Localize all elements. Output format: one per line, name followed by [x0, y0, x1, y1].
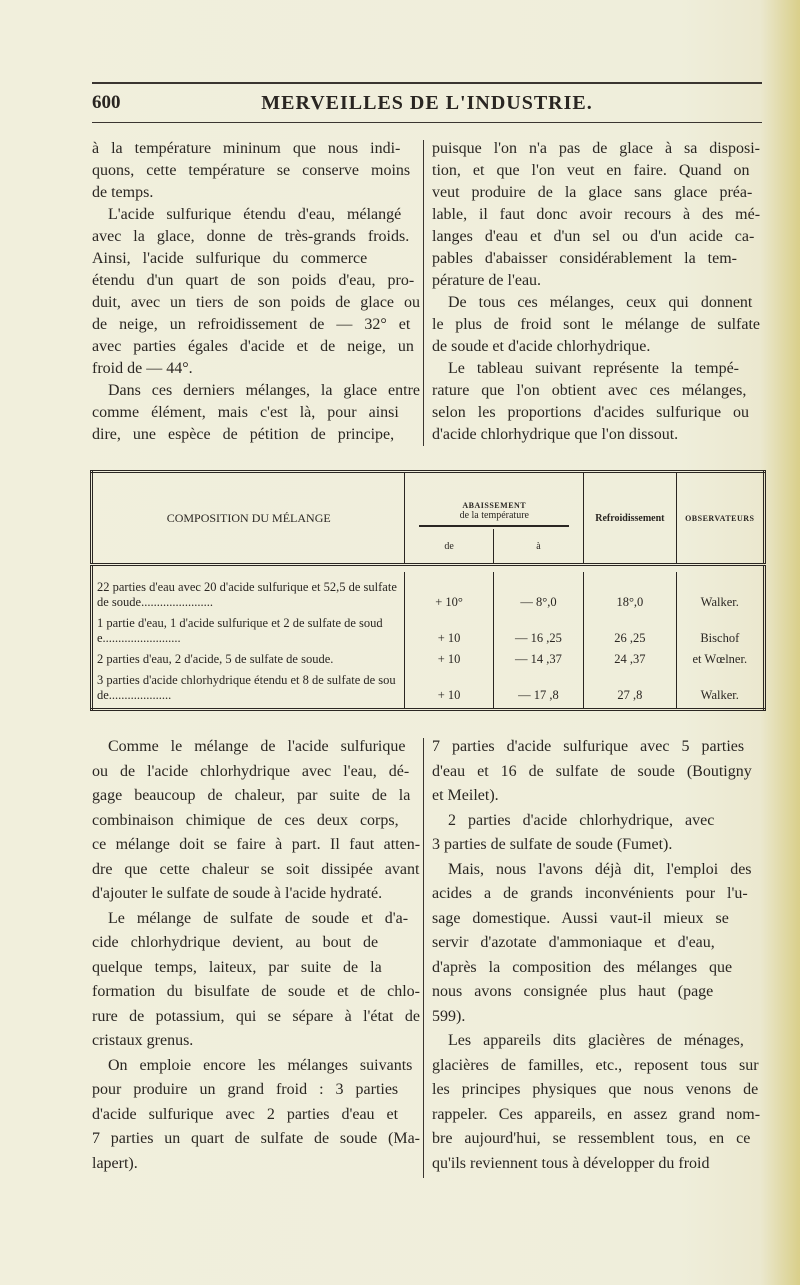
cell-composition: 2 parties d'eau, 2 d'acide, 5 de sulfate de soude.: [97, 652, 334, 666]
text-line-content: pérature de l'eau.: [432, 272, 542, 289]
text-line: [92, 784, 420, 809]
text-line-content: qu'ils reviennent tous à développer du froid: [432, 1154, 710, 1172]
text-line-content: cristaux grenus.: [92, 1032, 194, 1049]
text-line-content: d'acide chlorhydrique que l'on dissout.: [432, 426, 679, 443]
page-number: 600: [92, 92, 121, 113]
text-line: [432, 980, 760, 1005]
text-line-content: duit, avec un tiers de son poids de glace ou: [92, 294, 420, 311]
text-line-content: pables d'abaisser considérablement la tem-: [432, 250, 737, 267]
text-line: [432, 270, 760, 292]
text-line: [92, 182, 420, 204]
cell-refroidissement: 18°,0: [584, 572, 676, 613]
text-line: [92, 270, 420, 292]
text-line: [92, 931, 420, 956]
cell-observateurs: et Wœlner.: [676, 649, 764, 670]
cell-de: + 10: [405, 649, 493, 670]
text-line-content: servir d'azotate d'ammoniaque et d'eau,: [432, 934, 715, 951]
text-line: [92, 735, 420, 760]
text-line: [432, 336, 760, 358]
text-line: [92, 1152, 420, 1177]
text-line-content: avec la glace, donne de très-grands froids.: [92, 228, 410, 245]
text-line: [92, 336, 420, 358]
text-line: [432, 809, 760, 834]
text-line: [432, 314, 760, 336]
text-line: [432, 833, 760, 858]
cell-composition: 3 parties d'acide chlorhydrique étendu et 8 de sulfate de soude....................: [97, 673, 396, 702]
text-line-content: froid de — 44°.: [92, 360, 193, 377]
text-line: [432, 956, 760, 981]
text-line: [92, 424, 420, 446]
text-line: [92, 833, 420, 858]
text-line: [92, 138, 420, 160]
header-a: à: [493, 529, 583, 565]
text-line-content: 2 parties d'acide chlorhydrique, avec: [448, 811, 715, 829]
text-line: [92, 380, 420, 402]
text-line: [92, 402, 420, 424]
running-title: MERVEILLES DE L'INDUSTRIE.: [261, 92, 593, 114]
text-line-content: ce mélange doit se faire à part. Il faut atten-: [92, 836, 421, 853]
text-line: [92, 956, 420, 981]
text-line: [432, 1029, 760, 1054]
text-line: [432, 292, 760, 314]
cell-de: + 10: [405, 670, 493, 710]
header-refroidissement: Refroidissement: [584, 472, 676, 565]
cell-composition: 22 parties d'eau avec 20 d'acide sulfurique et 52,5 de sulfate de soude.......................: [97, 580, 397, 609]
text-line: [92, 907, 420, 932]
cell-observateurs: Walker.: [676, 572, 764, 613]
table-row: [92, 670, 765, 710]
text-line: [432, 760, 760, 785]
cell-de: + 10: [405, 613, 493, 649]
text-line-content: Le tableau suivant représente la tempé-: [448, 360, 739, 377]
table-row: [92, 649, 765, 670]
top-left-column: [92, 138, 420, 446]
table-header-row: [92, 472, 765, 530]
column-divider-bottom: [423, 738, 424, 1178]
text-line: [432, 1054, 760, 1079]
text-line: [92, 882, 420, 907]
text-line-content: sage domestique. Aussi vaut-il mieux se: [432, 909, 729, 927]
text-line-content: dire, une espèce de pétition de principe,: [92, 426, 395, 443]
text-line-content: 7 parties d'acide sulfurique avec 5 parties: [432, 738, 745, 755]
text-line: [92, 980, 420, 1005]
text-line: [92, 760, 420, 785]
text-line-content: Comme le mélange de l'acide sulfurique: [108, 738, 406, 755]
text-line: [432, 380, 760, 402]
brace: [419, 525, 569, 527]
text-line: [92, 1054, 420, 1079]
text-line-content: De tous ces mélanges, ceux qui donnent: [448, 294, 753, 311]
header-abaissement-sub: de la température: [459, 510, 529, 521]
text-line-content: tion, et que l'on veut en faire. Quand on: [432, 162, 750, 179]
text-line-content: Les appareils dits glacières de ménages,: [448, 1032, 744, 1049]
text-line: [92, 358, 420, 380]
text-line: [92, 809, 420, 834]
text-line: [432, 204, 760, 226]
text-line: [432, 882, 760, 907]
cell-a: — 8°,0: [493, 572, 583, 613]
header-top-rule: [92, 82, 762, 84]
text-line-content: et Meilet).: [432, 787, 499, 804]
cell-observateurs: Walker.: [676, 670, 764, 710]
text-line: [432, 931, 760, 956]
text-line: [92, 226, 420, 248]
text-line: [432, 907, 760, 932]
text-line: [92, 1103, 420, 1128]
text-line-content: pour produire un grand froid : 3 parties: [92, 1081, 399, 1098]
cell-a: — 17 ,8: [493, 670, 583, 710]
text-line-content: de soude et d'acide chlorhydrique.: [432, 338, 651, 355]
text-line-content: à la température mininum que nous indi-: [92, 140, 401, 157]
text-line: [92, 1127, 420, 1152]
text-line-content: formation du bisulfate de soude et de chlo-: [92, 983, 420, 1000]
cell-a: — 16 ,25: [493, 613, 583, 649]
text-line-content: lable, il faut donc avoir recours à des mé-: [432, 206, 761, 223]
text-line: [432, 1152, 760, 1177]
text-line: [432, 858, 760, 883]
text-line: [92, 292, 420, 314]
table-body: [92, 572, 765, 710]
text-line: [92, 1029, 420, 1054]
cell-refroidissement: 24 ,37: [584, 649, 676, 670]
text-line-content: 7 parties un quart de sulfate de soude (Ma-: [92, 1130, 421, 1147]
text-line-content: le plus de froid sont le mélange de sulfate: [432, 316, 761, 333]
text-line-content: nous avons consignée plus haut (page: [432, 983, 714, 1000]
text-line-content: gage beaucoup de chaleur, par suite de la: [92, 787, 411, 804]
text-line-content: dre que cette chaleur se soit dissipée avant: [92, 860, 420, 878]
text-line-content: étendu d'un quart de son poids d'eau, pro-: [92, 272, 415, 289]
text-line: [92, 248, 420, 270]
text-line-content: ou de l'acide chlorhydrique avec l'eau, dé-: [92, 762, 410, 780]
text-line-content: Mais, nous l'avons déjà dit, l'emploi des: [448, 860, 752, 878]
text-line-content: acides a de grands inconvénients pour l'u-: [432, 885, 748, 902]
header-bottom-rule: [92, 122, 762, 123]
text-line-content: de temps.: [92, 184, 154, 201]
text-line: [432, 182, 760, 204]
text-line: [92, 160, 420, 182]
text-line-content: quelque temps, laiteux, par suite de la: [92, 958, 382, 976]
text-line: [432, 424, 760, 446]
top-right-column: [432, 138, 760, 446]
text-line: [92, 1005, 420, 1030]
text-line-content: d'eau et 16 de sulfate de soude (Boutigny: [432, 762, 752, 780]
text-line: [432, 248, 760, 270]
text-line: [432, 784, 760, 809]
text-line-content: Ainsi, l'acide sulfurique du commerce: [92, 250, 368, 267]
text-line-content: de neige, un refroidissement de — 32° et: [92, 316, 411, 333]
header-abaissement: [405, 472, 584, 530]
text-line: [432, 160, 760, 182]
text-line-content: comme élément, mais c'est là, pour ainsi: [92, 404, 399, 421]
text-line-content: puisque l'on n'a pas de glace à sa disposi-: [432, 140, 760, 157]
text-line-content: selon les proportions d'acides sulfurique ou: [432, 404, 750, 421]
header-separator: [92, 565, 765, 573]
text-line: [432, 1127, 760, 1152]
text-line: [92, 858, 420, 883]
bottom-right-column: [432, 735, 760, 1176]
text-line-content: cide chlorhydrique devient, au bout de: [92, 934, 379, 951]
text-line-content: d'acide sulfurique avec 2 parties d'eau et: [92, 1105, 399, 1123]
header-de: de: [405, 529, 493, 565]
header-observateurs: OBSERVATEURS: [676, 472, 764, 565]
text-line: [432, 1103, 760, 1128]
text-line: [432, 1005, 760, 1030]
cell-refroidissement: 27 ,8: [584, 670, 676, 710]
text-line-content: les principes physiques que nous venons de: [432, 1081, 759, 1098]
header-composition: COMPOSITION DU MÉLANGE: [166, 510, 331, 525]
text-line: [432, 1078, 760, 1103]
text-line-content: 599).: [432, 1007, 466, 1025]
text-line: [92, 204, 420, 226]
table-row: [92, 572, 765, 613]
text-line: [432, 735, 760, 760]
bottom-left-column: [92, 735, 420, 1176]
text-line: [432, 402, 760, 424]
text-line: [432, 226, 760, 248]
text-line-content: combinaison chimique de ces deux corps,: [92, 811, 399, 829]
table-row: [92, 613, 765, 649]
cell-de: + 10°: [405, 572, 493, 613]
cell-observateurs: Bischof: [676, 613, 764, 649]
text-line-content: veut produire de la glace sans glace préa-: [432, 184, 753, 201]
text-line: [92, 314, 420, 336]
text-line-content: langes d'eau et d'un sel ou d'un acide ca-: [432, 228, 755, 245]
text-line-content: On emploie encore les mélanges suivants: [108, 1056, 413, 1074]
text-line-content: rature que l'on obtient avec ces mélanges,: [432, 382, 747, 399]
text-line-content: rappeler. Ces appareils, en assez grand nom-: [432, 1105, 761, 1123]
text-line-content: L'acide sulfurique étendu d'eau, mélangé: [108, 206, 402, 223]
text-line-content: lapert).: [92, 1154, 138, 1172]
text-line-content: 3 parties de sulfate de soude (Fumet).: [432, 836, 673, 853]
header-abaissement-label: ABAISSEMENT: [462, 501, 527, 510]
cell-refroidissement: 26 ,25: [584, 613, 676, 649]
text-line-content: Dans ces derniers mélanges, la glace entre: [108, 382, 420, 399]
text-line: [432, 138, 760, 160]
text-line: [432, 358, 760, 380]
text-line-content: quons, cette température se conserve moins: [92, 162, 411, 179]
text-line: [92, 1078, 420, 1103]
text-line-content: Le mélange de sulfate de soude et d'a-: [108, 909, 409, 927]
text-line-content: d'après la composition des mélanges que: [432, 958, 733, 976]
column-divider: [423, 140, 424, 446]
text-line-content: glacières de familles, etc., reposent tous sur: [432, 1056, 759, 1074]
text-line-content: rure de potassium, qui se sépare à l'état de: [92, 1007, 420, 1025]
cell-a: — 14 ,37: [493, 649, 583, 670]
text-line-content: d'ajouter le sulfate de soude à l'acide hydraté.: [92, 885, 383, 902]
text-line-content: avec parties égales d'acide et de neige, un: [92, 338, 414, 355]
cell-composition: 1 partie d'eau, 1 d'acide sulfurique et 2 de sulfate de soude.........................: [97, 616, 383, 645]
cooling-mixtures-table: [90, 470, 766, 711]
text-line-content: bre aujourd'hui, se ressemblent tous, en ce: [432, 1130, 751, 1147]
